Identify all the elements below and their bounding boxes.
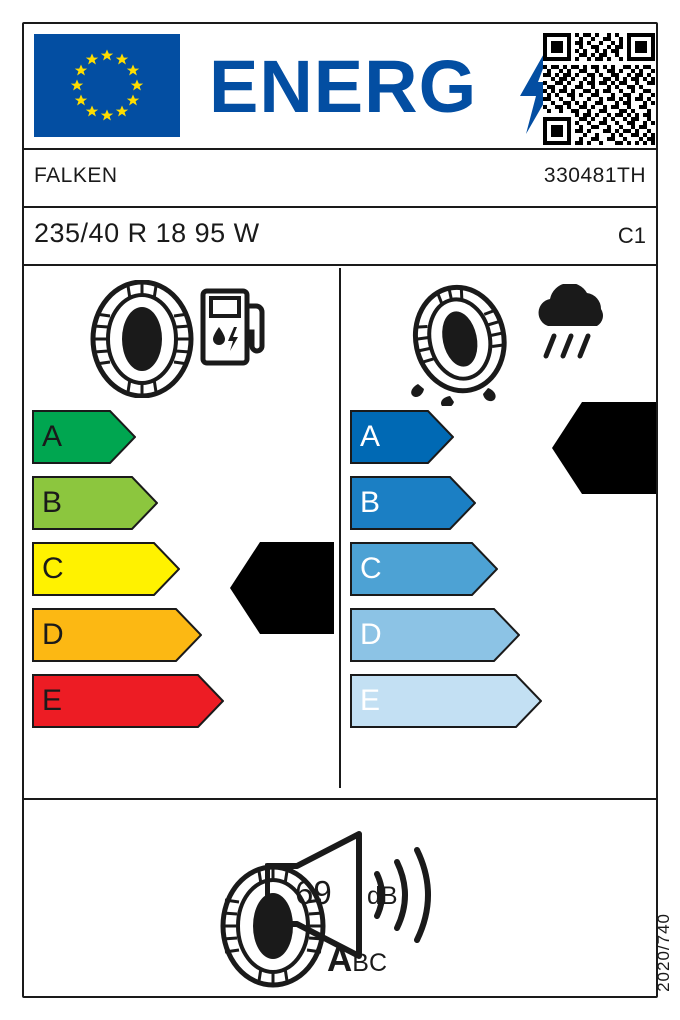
manufacturer-name: FALKEN	[34, 164, 118, 187]
wet-grip-pictograms	[342, 278, 656, 400]
fuel-pictograms	[24, 278, 338, 400]
grade-letter: E	[360, 684, 381, 717]
noise-class	[327, 940, 387, 980]
noise-pictogram	[219, 822, 479, 990]
qr-code-icon	[543, 33, 655, 145]
fuel-efficiency-panel	[24, 268, 338, 788]
size-row	[24, 208, 656, 264]
grade-letter: A	[42, 420, 63, 453]
tyre-size-designation: 235/40 R 18 95 W	[34, 218, 260, 248]
fuel-pump-icon	[194, 282, 268, 373]
tyre-type-code: 330481TH	[543, 164, 646, 187]
label-header	[24, 24, 656, 146]
divider-size	[24, 264, 656, 266]
grade-row	[342, 674, 656, 728]
tyre-class: C1	[617, 223, 646, 248]
grade-letter: B	[360, 486, 381, 519]
noise-class-rest: BC	[352, 949, 388, 977]
tyre-icon	[90, 280, 194, 403]
grade-letter: C	[360, 552, 382, 585]
rain-cloud-icon	[528, 284, 618, 371]
grade-letter: A	[360, 420, 381, 453]
grade-letter: D	[360, 618, 382, 651]
divider-panels	[339, 268, 341, 788]
brand-row	[24, 150, 656, 206]
fuel-selected-grade	[230, 542, 334, 709]
tyre-icon	[404, 284, 522, 411]
grade-letter: C	[42, 552, 64, 585]
grade-letter: D	[42, 618, 64, 651]
energy-wordmark: ENERG	[209, 45, 478, 128]
grade-letter: E	[42, 684, 63, 717]
wet-grip-panel	[342, 268, 656, 788]
regulation-reference: 2020/740	[654, 913, 673, 992]
noise-class-selected: A	[327, 940, 353, 979]
grade-letter: B	[42, 486, 63, 519]
noise-unit: dB	[367, 882, 398, 910]
noise-value: 69	[295, 874, 332, 911]
wet-grip-selected-grade-letter: A	[594, 511, 632, 569]
fuel-selected-grade-letter: C	[272, 651, 310, 709]
grade-row	[24, 410, 338, 464]
noise-panel	[24, 800, 656, 996]
grade-row	[342, 608, 656, 662]
eu-flag-icon	[34, 34, 180, 137]
wet-grip-selected-grade	[552, 402, 656, 569]
grade-row	[24, 476, 338, 530]
